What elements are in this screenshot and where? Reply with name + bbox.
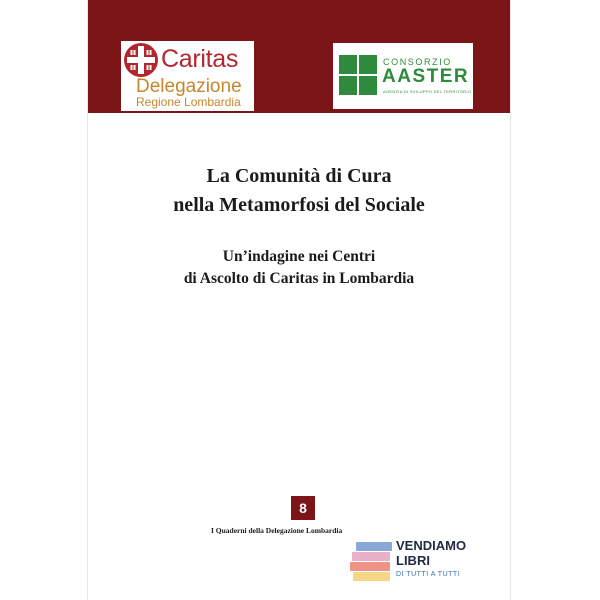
- book-cover: [88, 0, 510, 600]
- caritas-name: Caritas: [161, 45, 239, 73]
- watermark-text: [396, 539, 466, 578]
- aaster-square-grid-icon: [339, 55, 377, 95]
- title-line-1: La Comunità di Cura: [206, 165, 392, 187]
- caritas-cross-emblem-icon: [123, 42, 159, 78]
- title-line-2: nella Metamorfosi del Sociale: [173, 194, 425, 216]
- book-stack-icon: [348, 536, 394, 588]
- watermark-line-2: LIBRI: [396, 553, 430, 568]
- caritas-regione: Regione Lombardia: [136, 95, 241, 109]
- aaster-consorzio-label: CONSORZIO: [383, 57, 452, 67]
- aaster-logo: [333, 43, 473, 109]
- series-name: I Quaderni della Delegazione Lombardia: [211, 526, 343, 535]
- caritas-delegazione: Delegazione: [136, 76, 242, 97]
- book-title: [88, 162, 510, 220]
- vendiamo-libri-watermark: [348, 536, 467, 590]
- aaster-name: AASTER: [382, 66, 470, 87]
- watermark-line-3: DI TUTTI A TUTTI: [396, 571, 461, 578]
- caritas-logo: [121, 41, 254, 111]
- aaster-tagline: AGENZIA DI SVILUPPO DEL TERRITORIO: [383, 89, 472, 94]
- subtitle-line-1: Un’indagine nei Centri: [222, 248, 376, 265]
- book-subtitle: [88, 246, 510, 290]
- series-number-badge: 8: [291, 496, 315, 520]
- watermark-line-1: VENDIAMO: [396, 538, 467, 553]
- subtitle-line-2: di Ascolto di Caritas in Lombardia: [183, 270, 415, 287]
- header-band: [88, 0, 510, 113]
